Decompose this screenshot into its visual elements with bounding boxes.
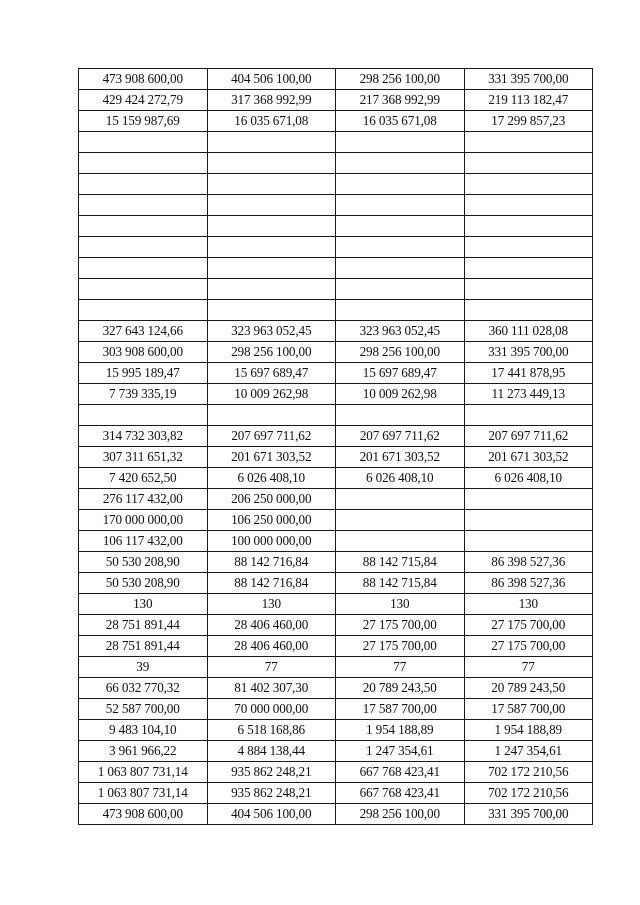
table-cell: [464, 531, 593, 552]
table-cell: 100 000 000,00: [207, 531, 336, 552]
table-cell: 17 441 878,95: [464, 363, 593, 384]
table-row: [79, 720, 593, 741]
table-cell: [79, 216, 208, 237]
table-cell: 28 406 460,00: [207, 615, 336, 636]
table-cell: [336, 216, 465, 237]
table-cell: [464, 174, 593, 195]
table-row: [79, 300, 593, 321]
table-row: [79, 678, 593, 699]
table-cell: [464, 300, 593, 321]
table-cell: 1 954 188,89: [336, 720, 465, 741]
table-cell: 106 250 000,00: [207, 510, 336, 531]
table-cell: 298 256 100,00: [336, 69, 465, 90]
table-cell: 27 175 700,00: [336, 615, 465, 636]
table-cell: [336, 237, 465, 258]
table-cell: 130: [79, 594, 208, 615]
table-cell: 702 172 210,56: [464, 762, 593, 783]
table-cell: [464, 279, 593, 300]
table-cell: 52 587 700,00: [79, 699, 208, 720]
table-cell: 20 789 243,50: [336, 678, 465, 699]
table-cell: [464, 216, 593, 237]
table-row: [79, 195, 593, 216]
table-cell: 201 671 303,52: [207, 447, 336, 468]
table-cell: [464, 510, 593, 531]
table-cell: 88 142 716,84: [207, 552, 336, 573]
table-cell: [464, 489, 593, 510]
table-cell: [207, 300, 336, 321]
table-cell: 88 142 715,84: [336, 573, 465, 594]
table-cell: 1 063 807 731,14: [79, 762, 208, 783]
table-cell: 1 247 354,61: [336, 741, 465, 762]
table-cell: 11 273 449,13: [464, 384, 593, 405]
table-cell: 39: [79, 657, 208, 678]
table-body: [79, 69, 593, 825]
table-cell: [336, 405, 465, 426]
table-row: [79, 384, 593, 405]
table-cell: 170 000 000,00: [79, 510, 208, 531]
table-cell: [336, 300, 465, 321]
table-cell: [336, 510, 465, 531]
table-cell: 50 530 208,90: [79, 552, 208, 573]
table-cell: 473 908 600,00: [79, 69, 208, 90]
table-row: [79, 783, 593, 804]
table-cell: [79, 258, 208, 279]
table-cell: [79, 237, 208, 258]
table-cell: 201 671 303,52: [464, 447, 593, 468]
table-cell: 317 368 992,99: [207, 90, 336, 111]
table-cell: 7 739 335,19: [79, 384, 208, 405]
table-cell: [336, 195, 465, 216]
table-cell: [336, 132, 465, 153]
table-cell: 27 175 700,00: [464, 636, 593, 657]
table-cell: 207 697 711,62: [464, 426, 593, 447]
table-cell: [207, 237, 336, 258]
table-cell: [464, 195, 593, 216]
table-cell: 106 117 432,00: [79, 531, 208, 552]
table-cell: 20 789 243,50: [464, 678, 593, 699]
table-cell: [336, 153, 465, 174]
table-cell: 17 587 700,00: [336, 699, 465, 720]
table-cell: 404 506 100,00: [207, 804, 336, 825]
table-row: [79, 468, 593, 489]
table-cell: 86 398 527,36: [464, 573, 593, 594]
table-cell: 17 587 700,00: [464, 699, 593, 720]
table-row: [79, 552, 593, 573]
table-cell: 429 424 272,79: [79, 90, 208, 111]
table-cell: 27 175 700,00: [464, 615, 593, 636]
table-row: [79, 594, 593, 615]
table-cell: 1 954 188,89: [464, 720, 593, 741]
table-row: [79, 342, 593, 363]
table-cell: [207, 258, 336, 279]
table-cell: [207, 153, 336, 174]
table-cell: 702 172 210,56: [464, 783, 593, 804]
table-cell: 3 961 966,22: [79, 741, 208, 762]
table-cell: 298 256 100,00: [207, 342, 336, 363]
table-row: [79, 657, 593, 678]
table-row: [79, 279, 593, 300]
table-cell: 935 862 248,21: [207, 762, 336, 783]
table-cell: 130: [464, 594, 593, 615]
table-cell: [207, 174, 336, 195]
table-cell: [336, 279, 465, 300]
table-row: [79, 111, 593, 132]
table-row: [79, 741, 593, 762]
table-cell: 206 250 000,00: [207, 489, 336, 510]
table-cell: 473 908 600,00: [79, 804, 208, 825]
table-cell: 88 142 716,84: [207, 573, 336, 594]
table-cell: 207 697 711,62: [207, 426, 336, 447]
table-cell: 10 009 262,98: [207, 384, 336, 405]
table-cell: [207, 195, 336, 216]
table-cell: [464, 132, 593, 153]
table-cell: [79, 300, 208, 321]
table-cell: 15 697 689,47: [336, 363, 465, 384]
table-row: [79, 258, 593, 279]
table-cell: 130: [336, 594, 465, 615]
table-row: [79, 321, 593, 342]
table-cell: [79, 153, 208, 174]
table-cell: 207 697 711,62: [336, 426, 465, 447]
table-row: [79, 573, 593, 594]
table-cell: 6 518 168,86: [207, 720, 336, 741]
table-cell: 15 697 689,47: [207, 363, 336, 384]
table-row: [79, 447, 593, 468]
table-cell: 1 247 354,61: [464, 741, 593, 762]
table-cell: 130: [207, 594, 336, 615]
table-cell: 667 768 423,41: [336, 783, 465, 804]
table-cell: [79, 279, 208, 300]
table-cell: 276 117 432,00: [79, 489, 208, 510]
table-row: [79, 699, 593, 720]
table-cell: 327 643 124,66: [79, 321, 208, 342]
table-cell: 303 908 600,00: [79, 342, 208, 363]
table-cell: 66 032 770,32: [79, 678, 208, 699]
table-cell: [207, 279, 336, 300]
table-cell: 219 113 182,47: [464, 90, 593, 111]
table-row: [79, 153, 593, 174]
table-cell: [336, 489, 465, 510]
table-cell: 77: [207, 657, 336, 678]
table-row: [79, 636, 593, 657]
table-cell: 7 420 652,50: [79, 468, 208, 489]
table-cell: 217 368 992,99: [336, 90, 465, 111]
table-row: [79, 132, 593, 153]
table-cell: 70 000 000,00: [207, 699, 336, 720]
table-cell: [79, 195, 208, 216]
table-cell: [464, 405, 593, 426]
table-cell: 298 256 100,00: [336, 342, 465, 363]
table-cell: 16 035 671,08: [207, 111, 336, 132]
table-cell: [336, 531, 465, 552]
table-cell: [464, 258, 593, 279]
table-row: [79, 531, 593, 552]
table-cell: 15 995 189,47: [79, 363, 208, 384]
table-row: [79, 510, 593, 531]
table-row: [79, 615, 593, 636]
table-cell: 88 142 715,84: [336, 552, 465, 573]
table-row: [79, 762, 593, 783]
table-cell: 10 009 262,98: [336, 384, 465, 405]
table-row: [79, 405, 593, 426]
table-cell: 1 063 807 731,14: [79, 783, 208, 804]
table-cell: [79, 174, 208, 195]
table-cell: 360 111 028,08: [464, 321, 593, 342]
table-cell: [207, 132, 336, 153]
table-cell: 201 671 303,52: [336, 447, 465, 468]
table-cell: 28 406 460,00: [207, 636, 336, 657]
table-cell: 4 884 138,44: [207, 741, 336, 762]
table-cell: 15 159 987,69: [79, 111, 208, 132]
table-cell: 298 256 100,00: [336, 804, 465, 825]
table-cell: 323 963 052,45: [336, 321, 465, 342]
table-cell: 331 395 700,00: [464, 69, 593, 90]
table-cell: [464, 153, 593, 174]
table-row: [79, 489, 593, 510]
table-cell: 27 175 700,00: [336, 636, 465, 657]
table-cell: [207, 405, 336, 426]
table-cell: 81 402 307,30: [207, 678, 336, 699]
table-cell: 77: [464, 657, 593, 678]
table-cell: 307 311 651,32: [79, 447, 208, 468]
table-cell: 314 732 303,82: [79, 426, 208, 447]
table-row: [79, 69, 593, 90]
table-cell: 331 395 700,00: [464, 804, 593, 825]
table-row: [79, 363, 593, 384]
table-cell: 86 398 527,36: [464, 552, 593, 573]
financial-table: [78, 68, 593, 825]
table-cell: 323 963 052,45: [207, 321, 336, 342]
table-cell: 9 483 104,10: [79, 720, 208, 741]
table-cell: [79, 405, 208, 426]
table-cell: [464, 237, 593, 258]
table-cell: [79, 132, 208, 153]
table-cell: 28 751 891,44: [79, 636, 208, 657]
table-cell: 77: [336, 657, 465, 678]
table-cell: 17 299 857,23: [464, 111, 593, 132]
table-row: [79, 90, 593, 111]
table-row: [79, 174, 593, 195]
table-cell: 28 751 891,44: [79, 615, 208, 636]
table-cell: 935 862 248,21: [207, 783, 336, 804]
table-cell: 6 026 408,10: [336, 468, 465, 489]
table-row: [79, 804, 593, 825]
table-cell: 16 035 671,08: [336, 111, 465, 132]
table-row: [79, 426, 593, 447]
table-cell: 6 026 408,10: [207, 468, 336, 489]
table-cell: 667 768 423,41: [336, 762, 465, 783]
table-cell: [207, 216, 336, 237]
table-cell: 50 530 208,90: [79, 573, 208, 594]
table-cell: 6 026 408,10: [464, 468, 593, 489]
table-row: [79, 216, 593, 237]
table-row: [79, 237, 593, 258]
table-cell: 331 395 700,00: [464, 342, 593, 363]
table-cell: [336, 258, 465, 279]
table-cell: [336, 174, 465, 195]
table-cell: 404 506 100,00: [207, 69, 336, 90]
